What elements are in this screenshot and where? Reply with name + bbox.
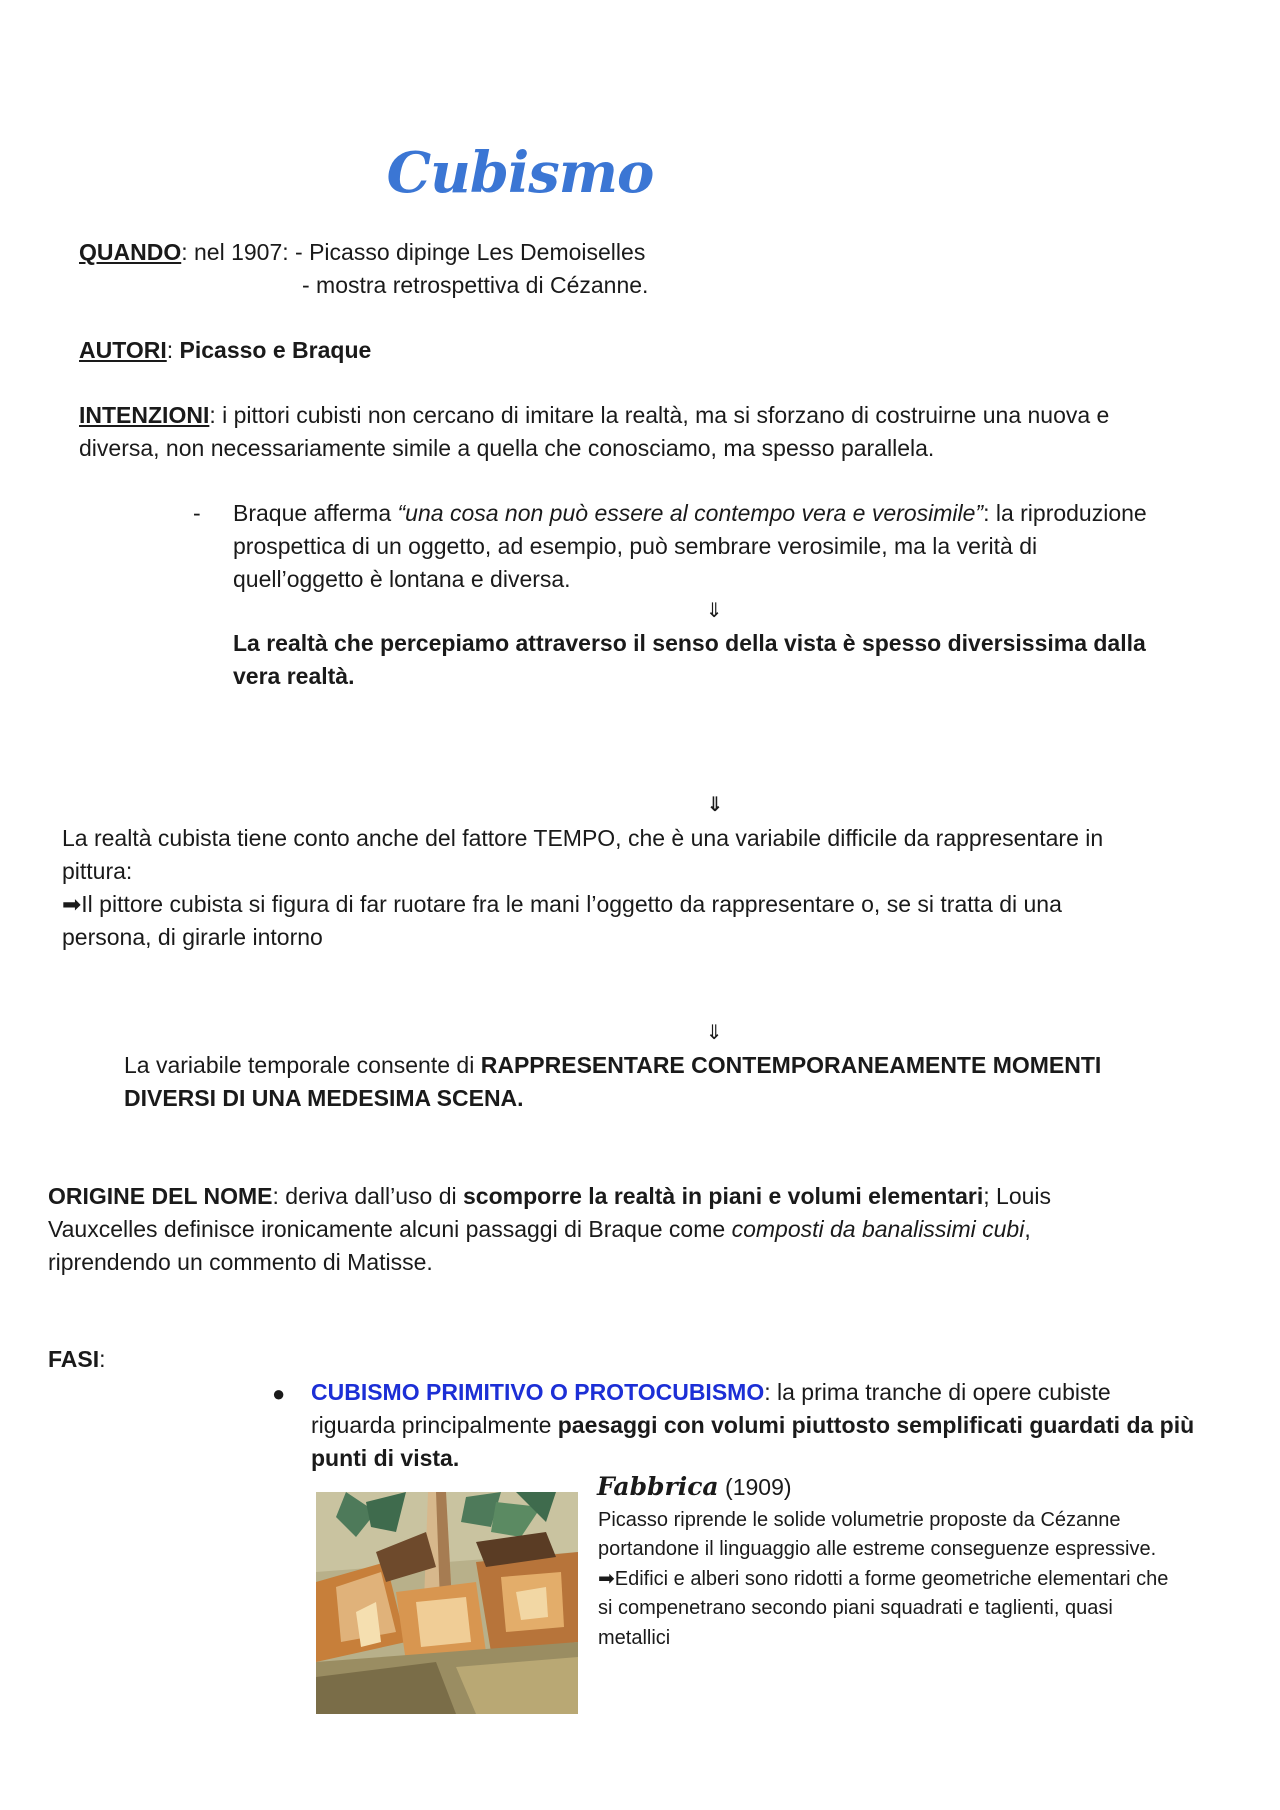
intenzioni-label: INTENZIONI [79,402,210,428]
origine-line1 [48,1180,1051,1213]
intenzioni-line2: diversa, non necessariamente simile a quella che conosciamo, ma spesso parallela. [79,435,935,461]
phase-name: CUBISMO PRIMITIVO O PROTOCUBISMO [311,1379,765,1405]
right-arrow-icon: ➡ [62,891,82,917]
down-arrow-icon: ⇓ [706,794,724,816]
braque-conclusion-line1: La realtà che percepiamo attraverso il senso della vista è spesso diversissima dalla [233,630,1146,656]
variabile-bold1: RAPPRESENTARE CONTEMPORANEAMENTE MOMENTI [480,1052,1102,1078]
origine-post: ; Louis [983,1183,1052,1209]
braque-line3: quell’oggetto è lontana e diversa. [233,566,571,592]
braque-line2: prospettica di un oggetto, ad esempio, può sembrare verosimile, ma la verità di [233,533,1038,559]
intenzioni-text1: : i pittori cubisti non cercano di imitare la realtà, ma si sforzano di costruirne una nuova e [209,402,1110,428]
page-title: Cubismo [386,140,654,206]
braque-line1 [233,497,1147,530]
variabile-line2: DIVERSI DI UNA MEDESIMA SCENA. [124,1085,524,1111]
quando-label: QUANDO [79,239,182,265]
braque-dash: - [193,500,201,526]
opera-title: Fabbrica [597,1472,719,1501]
fabbrica-painting [316,1492,578,1714]
autori-label: AUTORI [79,337,167,363]
down-arrow-icon: ⇓ [705,600,723,622]
opera-desc3 [598,1565,1168,1595]
autori-line [79,334,371,367]
braque-quote: “una cosa non può essere al contempo vera e verosimile” [397,500,984,526]
phase-line2-bold: paesaggi con volumi piuttosto semplificati guardati da più [557,1412,1195,1438]
opera-title-line [597,1470,792,1504]
phase-post: : la prima tranche di opere cubiste [764,1379,1111,1405]
quando-line2: - mostra retrospettiva di Cézanne. [302,272,649,298]
opera-desc5: metallici [598,1627,671,1649]
quando-line1 [79,236,645,269]
intenzioni-line1 [79,399,1109,432]
opera-desc2: portandone il linguaggio alle estreme conseguenze espressive. [598,1538,1157,1560]
origine-pre: : deriva dall’uso di [272,1183,463,1209]
autori-value: Picasso e Braque [179,337,372,363]
fasi-phase-line1 [311,1376,1111,1409]
origine-line3: riprendendo un commento di Matisse. [48,1249,433,1275]
fasi-line [48,1343,106,1376]
fasi-label: FASI [48,1346,100,1372]
variabile-pre: La variabile temporale consente di [124,1052,481,1078]
opera-desc3-text: Edifici e alberi sono ridotti a forme geometriche elementari che [614,1568,1169,1590]
bullet-icon: ● [272,1381,286,1406]
variabile-line1 [124,1049,1101,1082]
braque-post: : la riproduzione [983,500,1147,526]
origine-bold: scomporre la realtà in piani e volumi elementari [463,1183,984,1209]
opera-year: (1909) [718,1474,792,1500]
tempo-line3 [62,888,1062,921]
braque-conclusion-line2: vera realtà. [233,663,355,689]
tempo-line1: La realtà cubista tiene conto anche del fattore TEMPO, che è una variabile difficile da rappresentare in [62,825,1104,851]
tempo-line2: pittura: [62,858,133,884]
fasi-phase-line2 [311,1409,1194,1442]
origine-line2-italic: composti da banalissimi cubi [731,1216,1025,1242]
autori-sep: : [166,337,180,363]
down-arrow-icon: ⇓ [705,1022,723,1044]
quando-intro: : nel 1907: - Picasso dipinge Les Demoiselles [181,239,646,265]
braque-pre: Braque afferma [233,500,398,526]
fasi-phase-line3: punti di vista. [311,1445,460,1471]
origine-line2-post: , [1024,1216,1031,1242]
tempo-line3-text: Il pittore cubista si figura di far ruotare fra le mani l’oggetto da rappresentare o, se si tratta di una [81,891,1062,917]
origine-line2-pre: Vauxcelles definisce ironicamente alcuni passaggi di Braque come [48,1216,732,1242]
phase-line2-pre: riguarda principalmente [311,1412,558,1438]
opera-desc1: Picasso riprende le solide volumetrie proposte da Cézanne [598,1509,1121,1531]
origine-label: ORIGINE DEL NOME [48,1183,273,1209]
opera-desc4: si compenetrano secondo piani squadrati e taglienti, quasi [598,1597,1113,1619]
right-arrow-icon: ➡ [598,1568,615,1590]
fasi-colon: : [99,1346,106,1372]
tempo-line4: persona, di girarle intorno [62,924,323,950]
origine-line2 [48,1213,1031,1246]
